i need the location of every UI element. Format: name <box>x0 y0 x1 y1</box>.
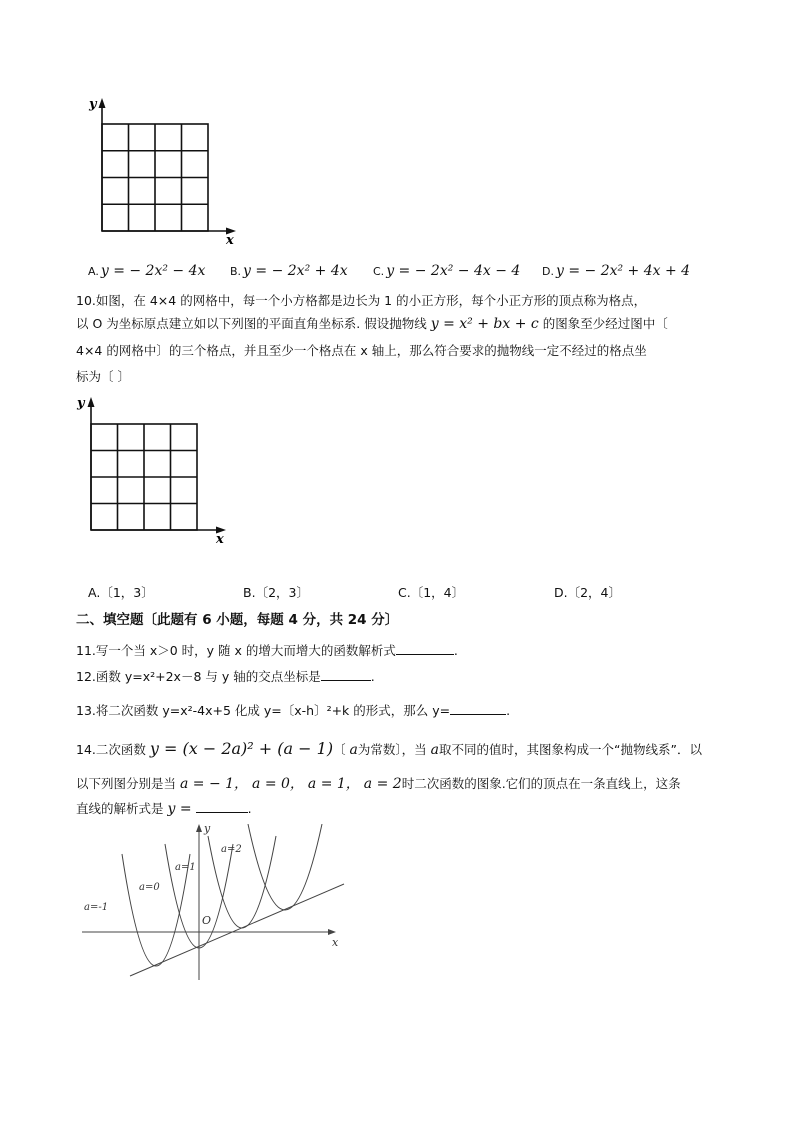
q10-option-c[interactable] <box>398 583 464 601</box>
q14-line-2-end: 时二次函数的图象.它们的顶点在一条直线上，这条 <box>401 776 681 791</box>
y-axis-arrow-icon <box>196 824 202 832</box>
q14-mid-2: 为常数〕，当 <box>357 742 431 757</box>
q14-line-3-start: 直线的解析式是 <box>76 801 168 816</box>
option-text: 〔1，4〕 <box>410 585 465 600</box>
option-letter: C. <box>398 585 411 600</box>
grid1-y-label: y <box>89 97 97 112</box>
q14-mid-3: 取不同的值时，其图象构成一个“抛物线系”．以 <box>439 742 702 757</box>
q14-val-3: a = 1， <box>307 776 360 792</box>
q12 <box>76 667 375 685</box>
option-letter: D. <box>542 265 554 278</box>
y-axis-arrow-icon <box>99 98 106 108</box>
option-formula: y = − 2x² + 4x <box>243 263 348 279</box>
q14-val-4: a = 2 <box>363 776 402 792</box>
q10-line-2 <box>76 314 668 332</box>
q12-end: . <box>370 669 375 684</box>
q11-answer-blank[interactable] <box>396 644 454 655</box>
q11-text: 11.写一个当 x＞0 时，y 随 x 的增大而增大的函数解析式 <box>76 643 396 658</box>
q10-parabola-formula: y = x² + bx + c <box>430 316 539 332</box>
grid1-x-label: x <box>226 233 234 248</box>
option-formula: y = − 2x² − 4x <box>100 263 206 279</box>
label-a-neg1: a=-1 <box>84 902 109 913</box>
origin-label: O <box>202 914 212 927</box>
q14-line-2-start: 以下列图分别是当 <box>76 776 180 791</box>
q14-line-1 <box>76 739 702 758</box>
q14-answer-blank[interactable] <box>196 802 248 813</box>
parabola-family-graph <box>78 824 350 984</box>
q10-line-1: 10.如图，在 4×4 的网格中，每一个小方格都是边长为 1 的小正方形，每个小正方形的顶点称为格点， <box>76 293 647 308</box>
option-letter: A. <box>88 585 101 600</box>
option-text: 〔2，4〕 <box>567 585 622 600</box>
label-a-0: a=0 <box>139 882 160 893</box>
q13-text: 13.将二次函数 y=x²-4x+5 化成 y=〔x-h〕²+k 的形式，那么 y= <box>76 703 451 718</box>
grid2-y-label: y <box>77 396 85 411</box>
q14-line-2 <box>76 773 681 793</box>
q14-prefix: 14.二次函数 <box>76 742 150 757</box>
q10-line-2-start: 以 O 为坐标原点建立如以下列图的平面直角坐标系. 假设抛物线 <box>76 316 431 331</box>
q11-end: . <box>453 643 458 658</box>
q10-option-d[interactable] <box>554 583 621 601</box>
label-a-2: a=2 <box>221 844 242 855</box>
q12-answer-blank[interactable] <box>321 670 371 681</box>
q13-end: . <box>506 703 511 718</box>
option-letter: B. <box>230 265 242 278</box>
grid-figure-1 <box>84 94 244 250</box>
option-letter: A. <box>88 265 99 278</box>
x-axis-arrow-icon <box>328 929 336 935</box>
q12-text: 12.函数 y=x²+2x－8 与 y 轴的交点坐标是 <box>76 669 321 684</box>
q14-val-2: a = 0， <box>252 776 304 792</box>
q11 <box>76 641 458 659</box>
option-text: 〔2，3〕 <box>255 585 309 600</box>
q14-mid-1: 〔 <box>333 742 350 757</box>
q13-answer-blank[interactable] <box>450 704 506 715</box>
option-formula: y = − 2x² + 4x + 4 <box>555 263 691 279</box>
option-letter: B. <box>243 585 256 600</box>
section-heading: 二、填空题〔此题有 6 小题，每题 4 分，共 24 分〕 <box>76 612 399 628</box>
q9-option-a[interactable] <box>88 263 205 279</box>
graph-x-label: x <box>332 936 339 949</box>
q13 <box>76 701 510 719</box>
q10-option-a[interactable] <box>88 583 154 601</box>
q14-line-3-end: . <box>247 801 252 816</box>
y-axis-arrow-icon <box>88 397 95 407</box>
q10-line-3: 4×4 的网格中〕的三个格点，并且至少一个格点在 x 轴上，那么符合要求的抛物线一定不经过的格点坐 <box>76 343 647 358</box>
option-letter: D. <box>554 585 568 600</box>
q10-line-2-end: 的图象至少经过图中〔 <box>538 316 668 331</box>
q14-a-var-2: a <box>430 742 439 758</box>
q9-option-d[interactable] <box>542 263 690 279</box>
parabola-a-2 <box>248 824 322 910</box>
q14-val-1: a = − 1， <box>179 776 249 792</box>
q14-line-3 <box>76 799 252 817</box>
q10-line-4: 标为〔 〕 <box>76 369 130 384</box>
label-a-1: a=1 <box>175 862 196 873</box>
q14-a-var: a <box>349 742 358 758</box>
q14-formula: y = (x − 2a)² + (a − 1) <box>149 739 334 758</box>
q10-option-b[interactable] <box>243 583 309 601</box>
graph-y-label: y <box>204 824 211 835</box>
grid2-x-label: x <box>216 532 224 547</box>
option-letter: C. <box>373 265 385 278</box>
q9-option-c[interactable] <box>373 263 520 279</box>
q14-line-3-formula: y = <box>167 801 192 817</box>
grid-figure-2 <box>72 393 232 548</box>
option-formula: y = − 2x² − 4x − 4 <box>386 263 521 279</box>
option-text: 〔1，3〕 <box>100 585 154 600</box>
q9-option-b[interactable] <box>230 263 348 279</box>
